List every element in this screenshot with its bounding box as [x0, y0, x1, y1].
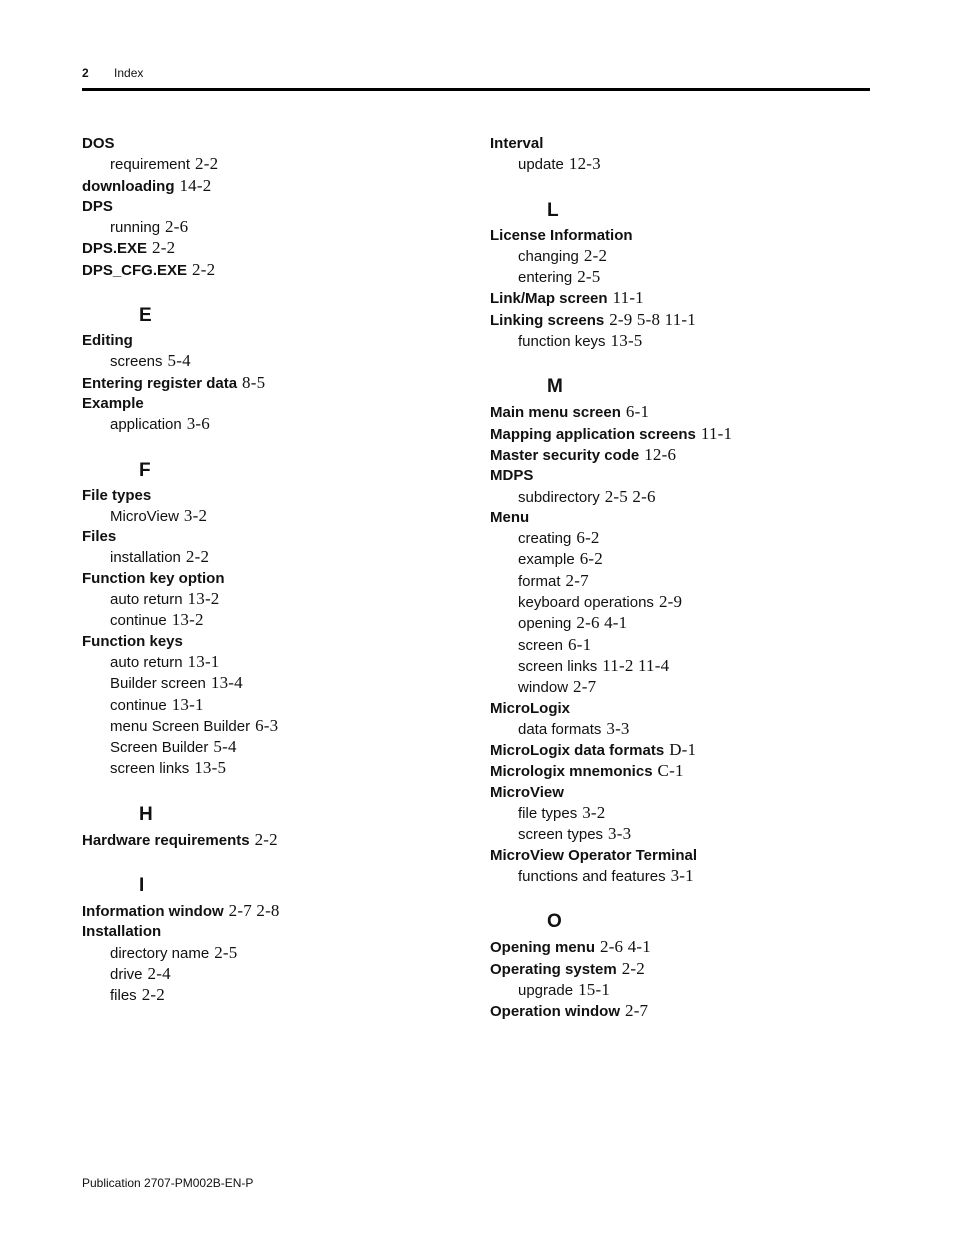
page-references: 13-5	[194, 758, 227, 778]
entry-term: continue	[110, 696, 167, 714]
section-letter: H	[139, 803, 153, 825]
index-subentry	[490, 866, 870, 887]
entry-term: Linking screens	[490, 311, 605, 329]
index-section	[490, 200, 870, 353]
entry-term: update	[518, 156, 564, 174]
entry-term: screens	[110, 353, 163, 371]
entry-term: License Information	[490, 226, 633, 244]
entry-term: Installation	[82, 923, 162, 941]
page-references: 2-5	[214, 942, 238, 962]
index-section	[490, 376, 870, 887]
page-references: 14-2	[179, 175, 212, 195]
index-entry	[490, 445, 870, 466]
index-entry	[490, 226, 870, 246]
entry-term: Operating system	[490, 960, 617, 978]
index-entry	[490, 740, 870, 761]
section-title: Index	[114, 66, 144, 80]
entry-term: Screen Builder	[110, 739, 209, 757]
page-references: 2-6	[165, 217, 189, 237]
index-column-left	[82, 134, 462, 1007]
index-subentry	[82, 154, 462, 175]
index-subentry	[490, 824, 870, 845]
page-references: 2-9 5-8 11-1	[609, 309, 696, 329]
entry-term: data formats	[518, 720, 602, 738]
index-subentry	[490, 656, 870, 677]
entry-term: screen types	[518, 826, 604, 844]
entry-term: DOS	[82, 135, 115, 152]
section-letter: M	[547, 376, 563, 398]
page-references: 2-2	[254, 829, 278, 849]
entry-term: keyboard operations	[518, 594, 654, 612]
index-subentry	[82, 351, 462, 372]
index-section	[82, 804, 462, 851]
index-column-right	[490, 134, 870, 1022]
entry-term: auto return	[110, 653, 183, 671]
entry-term: application	[110, 416, 182, 434]
entry-term: DPS_CFG.EXE	[82, 261, 188, 279]
index-entry	[82, 901, 462, 922]
index-entry	[490, 937, 870, 958]
entry-term: Mapping application screens	[490, 425, 696, 443]
entry-term: screen links	[518, 657, 598, 675]
entry-term: Micrologix mnemonics	[490, 763, 653, 781]
page-references: 13-2	[171, 610, 204, 630]
entry-term: changing	[518, 247, 579, 265]
index-entry	[490, 1001, 870, 1022]
page-references: 3-3	[606, 718, 630, 738]
page-references: 11-2 11-4	[602, 655, 670, 675]
header-rule	[82, 88, 870, 91]
entry-term: Example	[82, 394, 144, 412]
entry-term: Editing	[82, 332, 133, 350]
index-entry	[490, 783, 870, 803]
page-references: 13-5	[610, 331, 643, 351]
index-subentry	[82, 737, 462, 758]
page-references: 12-3	[568, 154, 601, 174]
entry-term: example	[518, 551, 575, 569]
entry-term: Interval	[490, 135, 544, 152]
index-subentry	[490, 154, 870, 175]
page-references: 2-6 4-1	[600, 937, 651, 957]
index-subentry	[490, 613, 870, 634]
index-subentry	[82, 943, 462, 964]
index-subentry	[82, 610, 462, 631]
index-entry	[82, 260, 462, 281]
entry-term: creating	[518, 530, 572, 548]
index-subentry	[82, 506, 462, 527]
index-subentry	[82, 547, 462, 568]
index-entry	[82, 922, 462, 942]
index-entry	[82, 134, 462, 154]
index-subentry	[82, 217, 462, 238]
index-entry	[82, 394, 462, 414]
index-subentry	[82, 716, 462, 737]
index-entry	[82, 176, 462, 197]
entry-term: functions and features	[518, 867, 666, 885]
page-references: 6-3	[255, 715, 279, 735]
index-entry	[490, 959, 870, 980]
entry-term: MicroView	[110, 507, 179, 525]
index-subentry	[82, 695, 462, 716]
entry-term: opening	[518, 615, 572, 633]
index-section	[82, 134, 462, 281]
page-references: C-1	[657, 761, 684, 781]
index-subentry	[490, 528, 870, 549]
index-subentry	[490, 592, 870, 613]
entry-term: MicroView	[490, 783, 564, 801]
index-subentry	[490, 267, 870, 288]
page-references: 2-2	[621, 958, 645, 978]
index-entry	[490, 424, 870, 445]
index-entry	[490, 310, 870, 331]
entry-term: window	[518, 679, 569, 697]
entry-term: MDPS	[490, 467, 534, 485]
index-subentry	[490, 803, 870, 824]
page-references: 13-1	[171, 694, 204, 714]
section-letter: E	[139, 305, 152, 327]
page-references: D-1	[669, 740, 697, 760]
page-references: 3-6	[186, 414, 210, 434]
entry-term: auto return	[110, 591, 183, 609]
entry-term: Hardware requirements	[82, 831, 250, 849]
index-entry	[82, 632, 462, 652]
page-references: 6-1	[568, 634, 592, 654]
page-references: 2-2	[583, 245, 608, 265]
index-subentry	[490, 980, 870, 1001]
entry-term: directory name	[110, 944, 210, 962]
page-references: 2-7	[565, 570, 589, 590]
entry-term: MicroView Operator Terminal	[490, 846, 698, 864]
entry-term: files	[110, 987, 137, 1005]
section-letter: I	[139, 875, 145, 897]
index-subentry	[490, 677, 870, 698]
section-letter: O	[547, 911, 562, 933]
entry-term: MicroLogix data formats	[490, 742, 665, 760]
section-letter: F	[139, 459, 151, 481]
index-entry	[490, 402, 870, 423]
page-references: 2-7 2-8	[228, 901, 280, 921]
entry-term: running	[110, 219, 161, 237]
page-number: 2	[82, 66, 89, 80]
entry-term: Link/Map screen	[490, 290, 608, 308]
entry-term: DPS.EXE	[82, 240, 148, 258]
index-entry	[82, 197, 462, 217]
page-header	[82, 66, 143, 80]
index-section	[490, 134, 870, 176]
page-references: 6-2	[576, 528, 600, 548]
page-references: 3-3	[608, 824, 632, 844]
index-section	[82, 305, 462, 435]
page-references: 13-4	[210, 673, 243, 693]
page-references: 2-2	[192, 259, 216, 279]
page-references: 2-4	[147, 963, 171, 983]
index-entry	[490, 846, 870, 866]
entry-term: downloading	[82, 177, 175, 195]
page-references: 2-9	[658, 592, 683, 612]
entry-term: Menu	[490, 508, 530, 526]
page-references: 3-1	[670, 865, 694, 885]
page-references: 2-2	[195, 154, 219, 174]
index-entry	[82, 486, 462, 506]
entry-term: MicroLogix	[490, 699, 571, 717]
page-references: 12-6	[644, 444, 677, 464]
index-subentry	[82, 985, 462, 1006]
entry-term: Function key option	[82, 569, 225, 587]
index-entry	[82, 331, 462, 351]
page-references: 3-2	[582, 803, 606, 823]
index-entry	[82, 569, 462, 589]
publication-number: Publication 2707-PM002B-EN-P	[82, 1176, 254, 1190]
index-entry	[490, 134, 870, 154]
entry-term: requirement	[110, 156, 191, 174]
index-subentry	[490, 571, 870, 592]
page-footer	[82, 1176, 253, 1190]
entry-term: installation	[110, 549, 181, 567]
index-subentry	[490, 331, 870, 352]
entry-term: Opening menu	[490, 939, 595, 957]
entry-term: Main menu screen	[490, 404, 621, 422]
entry-term: Master security code	[490, 446, 640, 464]
entry-term: screen links	[110, 760, 190, 778]
entry-term: Function keys	[82, 632, 183, 650]
page-references: 13-1	[187, 651, 220, 671]
page-references: 6-2	[579, 549, 603, 569]
index-section	[82, 460, 462, 780]
index-entry	[82, 527, 462, 547]
entry-term: DPS	[82, 197, 113, 215]
entry-term: Entering register data	[82, 374, 238, 392]
index-entry	[490, 761, 870, 782]
page-references: 3-2	[183, 505, 208, 525]
page-references: 11-1	[700, 423, 733, 443]
page-references: 11-1	[612, 288, 644, 308]
index-subentry	[82, 414, 462, 435]
section-letter: L	[547, 199, 559, 221]
index-subentry	[82, 589, 462, 610]
page-references: 8-5	[242, 372, 266, 392]
entry-term: upgrade	[518, 981, 574, 999]
index-subentry	[490, 549, 870, 570]
entry-term: continue	[110, 612, 167, 630]
entry-term: drive	[110, 965, 143, 983]
entry-term: menu Screen Builder	[110, 717, 251, 735]
entry-term: File types	[82, 486, 152, 504]
index-subentry	[82, 673, 462, 694]
page-references: 13-2	[187, 589, 220, 609]
index-subentry	[490, 635, 870, 656]
index-subentry	[82, 758, 462, 779]
index-subentry	[490, 719, 870, 740]
index-subentry	[82, 652, 462, 673]
page-references: 5-4	[167, 351, 191, 371]
entry-term: file types	[518, 805, 578, 823]
entry-term: function keys	[518, 333, 606, 351]
page-references: 2-7	[573, 677, 597, 697]
entry-term: entering	[518, 269, 573, 287]
page-references: 2-2	[141, 985, 165, 1005]
entry-term: Operation window	[490, 1003, 620, 1021]
entry-term: Information window	[82, 903, 224, 921]
entry-term: Files	[82, 528, 117, 546]
entry-term: format	[518, 572, 561, 590]
page-references: 2-2	[185, 547, 210, 567]
page-references: 2-2	[152, 238, 176, 258]
index-entry	[82, 373, 462, 394]
entry-term: screen	[518, 636, 564, 654]
index-subentry	[490, 487, 870, 508]
index-entry	[490, 508, 870, 528]
index-entry	[490, 288, 870, 309]
page-references: 2-6 4-1	[576, 613, 628, 633]
index-entry	[490, 466, 870, 486]
index-entry	[82, 238, 462, 259]
entry-term: Builder screen	[110, 675, 206, 693]
page-references: 2-5 2-6	[604, 486, 656, 506]
page-references: 15-1	[578, 979, 611, 999]
page-references: 6-1	[625, 402, 650, 422]
index-entry	[490, 699, 870, 719]
page-references: 2-7	[625, 1001, 649, 1021]
index-section	[82, 875, 462, 1006]
entry-term: subdirectory	[518, 488, 600, 506]
index-entry	[82, 830, 462, 851]
page-references: 2-5	[577, 267, 601, 287]
index-subentry	[82, 964, 462, 985]
page-references: 5-4	[213, 737, 237, 757]
index-section	[490, 911, 870, 1022]
index-subentry	[490, 246, 870, 267]
